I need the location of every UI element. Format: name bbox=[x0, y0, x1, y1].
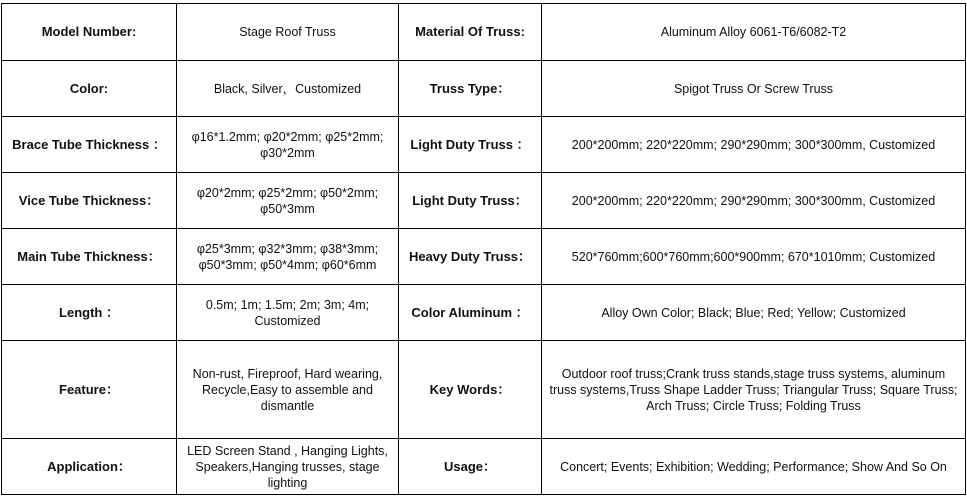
usage-value: Concert; Events; Exhibition; Wedding; Performance; Show And So On bbox=[542, 439, 966, 495]
key-words-label: Key Words： bbox=[399, 341, 542, 439]
table-row bbox=[2, 4, 966, 61]
application-label: Application： bbox=[2, 439, 177, 495]
key-words-value: Outdoor roof truss;Crank truss stands,stage truss systems, aluminum truss systems,Truss Shape Ladder Truss; Triangular Truss; Square Truss; Arch Truss; Circle Truss; Folding Truss bbox=[542, 341, 966, 439]
brace-tube-value: φ16*1.2mm; φ20*2mm; φ25*2mm; φ30*2mm bbox=[177, 117, 399, 173]
light-duty-truss-value: 200*200mm; 220*220mm; 290*290mm; 300*300mm, Customized bbox=[542, 173, 966, 229]
feature-label: Feature： bbox=[2, 341, 177, 439]
material-label: Material Of Truss: bbox=[399, 4, 542, 61]
table-row bbox=[2, 117, 966, 173]
color-aluminum-value: Alloy Own Color; Black; Blue; Red; Yellow; Customized bbox=[542, 285, 966, 341]
table-row bbox=[2, 439, 966, 495]
feature-value: Non-rust, Fireproof, Hard wearing, Recycle,Easy to assemble and dismantle bbox=[177, 341, 399, 439]
length-value: 0.5m; 1m; 1.5m; 2m; 3m; 4m; Customized bbox=[177, 285, 399, 341]
truss-type-value: Spigot Truss Or Screw Truss bbox=[542, 61, 966, 117]
brace-tube-label: Brace Tube Thickness ： bbox=[2, 117, 177, 173]
usage-label: Usage： bbox=[399, 439, 542, 495]
material-value: Aluminum Alloy 6061-T6/6082-T2 bbox=[542, 4, 966, 61]
table-row bbox=[2, 285, 966, 341]
heavy-duty-truss-label: Heavy Duty Truss： bbox=[399, 229, 542, 285]
truss-type-label: Truss Type： bbox=[399, 61, 542, 117]
color-value: Black, Silver，Customized bbox=[177, 61, 399, 117]
color-label: Color: bbox=[2, 61, 177, 117]
specification-table bbox=[1, 3, 966, 495]
main-tube-label: Main Tube Thickness： bbox=[2, 229, 177, 285]
light-duty-truss-label: Light Duty Truss： bbox=[399, 173, 542, 229]
table-row bbox=[2, 229, 966, 285]
length-label: Length ： bbox=[2, 285, 177, 341]
table-row bbox=[2, 61, 966, 117]
vice-tube-value: φ20*2mm; φ25*2mm; φ50*2mm; φ50*3mm bbox=[177, 173, 399, 229]
table-row bbox=[2, 173, 966, 229]
model-number-label: Model Number: bbox=[2, 4, 177, 61]
vice-tube-label: Vice Tube Thickness： bbox=[2, 173, 177, 229]
main-tube-value: φ25*3mm; φ32*3mm; φ38*3mm; φ50*3mm; φ50*4mm; φ60*6mm bbox=[177, 229, 399, 285]
heavy-duty-truss-value: 520*760mm;600*760mm;600*900mm; 670*1010mm; Customized bbox=[542, 229, 966, 285]
light-duty-truss-value: 200*200mm; 220*220mm; 290*290mm; 300*300mm, Customized bbox=[542, 117, 966, 173]
light-duty-truss-label: Light Duty Truss ： bbox=[399, 117, 542, 173]
model-number-value: Stage Roof Truss bbox=[177, 4, 399, 61]
application-value: LED Screen Stand , Hanging Lights, Speakers,Hanging trusses, stage lighting bbox=[177, 439, 399, 495]
color-aluminum-label: Color Aluminum ： bbox=[399, 285, 542, 341]
table-row bbox=[2, 341, 966, 439]
